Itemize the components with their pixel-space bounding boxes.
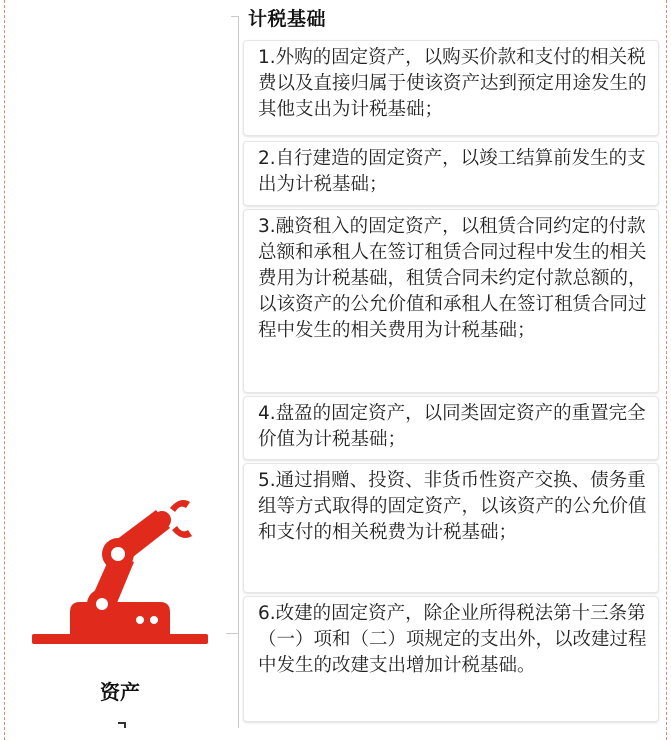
cutoff-mark (118, 722, 126, 728)
connector-branch-asset (226, 633, 239, 634)
tree-connector-line (238, 16, 239, 728)
basis-item-6: 6.改建的固定资产，除企业所得税法第十三条第（一）项和（二）项规定的支出外，以改建过程中发生的改建支出增加计税基础。 (243, 596, 659, 722)
section-title: 计税基础 (248, 8, 327, 30)
connector-branch-top (231, 16, 239, 17)
robot-arm-icon (30, 488, 210, 658)
asset-label: 资产 (100, 680, 140, 704)
basis-item-3: 3.融资租入的固定资产，以租赁合同约定的付款总额和承租人在签订租赁合同过程中发生的相关费用为计税基础，租赁合同未约定付款总额的，以该资产的公允价值和承租人在签订租赁合同过程中发生的相关费用为计税基础； (243, 209, 659, 393)
basis-item-5: 5.通过捐赠、投资、非货币性资产交换、债务重组等方式取得的固定资产，以该资产的公允价值和支付的相关税费为计税基础； (243, 463, 659, 593)
basis-item-1: 1.外购的固定资产，以购买价款和支付的相关税费以及直接归属于使该资产达到预定用途发生的其他支出为计税基础； (243, 40, 659, 136)
basis-item-2: 2.自行建造的固定资产，以竣工结算前发生的支出为计税基础； (243, 141, 659, 206)
basis-item-4: 4.盘盈的固定资产，以同类固定资产的重置完全价值为计税基础； (243, 396, 659, 460)
